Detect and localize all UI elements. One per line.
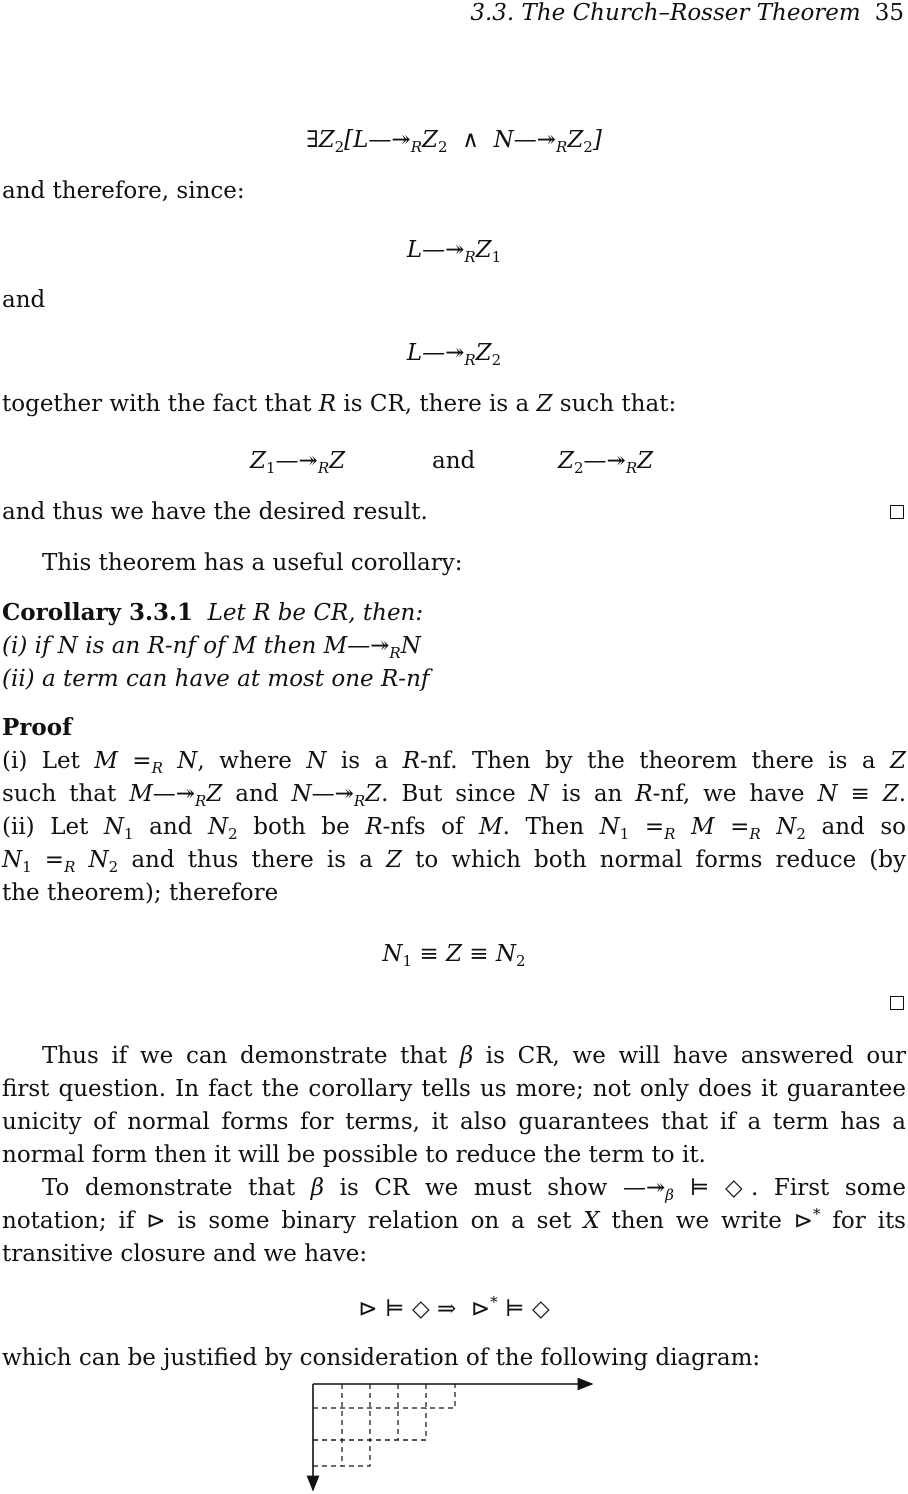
proof-line-2: such that $M—↠_RZ$ and $N—↠_RZ$. But since N is an R-nf, we have N ≡ Z. (2, 781, 906, 810)
running-header (470, 0, 904, 26)
proof-line-1: (i) Let $M =_R$ N, where N is a R-nf. Then by the theorem there is a Z (2, 748, 906, 777)
closure-grid-diagram (300, 1378, 600, 1494)
proof-line-3: (ii) Let $N_1$ and $N_2$ both be R-nfs of M. Then $N_1 =_R$ $M =_R$ $N_2$ and so (2, 814, 906, 843)
para2-line-3: transitive closure and we have: (2, 1241, 368, 1267)
corollary-item-2: (ii) a term can have at most one R-nf (2, 666, 430, 692)
text-therefore-since: and therefore, since: (2, 178, 245, 204)
proof-line-4: $N_1 =_R$ $N_2$ and thus there is a Z to which both normal forms reduce (by (2, 847, 907, 876)
proof-line-5: the theorem); therefore (2, 880, 279, 906)
para1-line-1: Thus if we can demonstrate that β is CR, we will have answered our (42, 1043, 906, 1069)
proof-label: Proof (2, 714, 72, 741)
para3-diagram-intro: which can be justified by consideration of the following diagram: (2, 1345, 761, 1371)
qed-square-1 (890, 505, 904, 519)
corollary-label: Corollary 3.3.1 (2, 599, 193, 626)
text-useful-corollary: This theorem has a useful corollary: (42, 550, 463, 576)
diagram-dashed-grid (313, 1384, 455, 1466)
corollary-item-1: (i) if N is an R-nf of M then $M—↠_RN$ (2, 633, 421, 662)
equation-l-z2: $L—↠_RZ_2$ (406, 340, 502, 369)
para1-line-4: normal form then it will be possible to reduce the term to it. (2, 1142, 706, 1168)
equation-n1-z-n2: $N_1 \equiv Z \equiv N_2$ (382, 941, 526, 970)
page-number: 35 (874, 0, 904, 26)
para1-line-2: first question. In fact the corollary tells us more; not only does it guarantee (2, 1076, 906, 1102)
text-and: and (2, 287, 46, 313)
equation-l-z1: $L—↠_RZ_1$ (406, 237, 502, 266)
corollary-heading: Corollary 3.3.1 Let R be CR, then: (2, 599, 424, 626)
header-title: 3.3. The Church–Rosser Theorem (470, 0, 861, 26)
text-together-cr: together with the fact that R is CR, there is a Z such that: (2, 391, 677, 417)
qed-square-2 (890, 996, 904, 1010)
equation-closure: ⊳ ⊨ ◇ ⇒ ⊳* ⊨ ◇ (358, 1293, 550, 1322)
para1-line-3: unicity of normal forms for terms, it also guarantees that if a term has a (2, 1109, 906, 1135)
word-and: and (432, 448, 476, 474)
equation-exists-z2: $\exists Z_2[L—↠_RZ_2$ ∧ $N—↠_RZ_2$] (306, 127, 602, 156)
text-desired-result: and thus we have the desired result. (2, 499, 428, 525)
book-page: 3.3. The Church–Rosser Theorem 35 $\exists Z_2[L—↠_RZ_2$ ∧ $N—↠_RZ_2$] and therefore, since: $L—↠_RZ_1$ and $L—↠_RZ_2$ together with the fact that R is CR, there is a Z such that: $Z_1—↠_RZ$ and $Z_2—↠_RZ$ and thus we have the desired result. This theorem has a useful corollary: Corollary 3.3.1 Let R be CR, then: (i) if N is an R-nf of M then $M—↠_RN$ (ii) a term can have at most one R-nf Proof (i) Let $M =_R$ N, where N is a R-nf. Then by the theorem there is a Z such that $M—↠_RZ$ and $N—↠_RZ$. But since N is an R-nf, we have N ≡ Z. (ii) Let $N_1$ and $N_2$ both be R-nfs of M. Then $N_1 =_R$ $M =_R$ $N_2$ and so $N_1 =_R$ $N_2$ and thus there is a Z to which both normal forms reduce (by the theorem); therefore $N_1 \equiv Z \equiv N_2$ Thus if we can demonstrate that β is CR, we will have answered our first question. In fact the corollary tells us more; not only does it guarantee unicity of normal forms for terms, it also guarantees that if a term has a normal form then it will be possible to reduce the term to it. To demonstrate that β is CR we must show $—↠_\beta$ ⊨ ◇. First some notation; if ⊳ is some binary relation on a set X then we write ⊳* for its transitive closure and we have: ⊳ ⊨ ◇ ⇒ ⊳* ⊨ ◇ which can be justified by consideration of the following diagram: (0, 0, 908, 1494)
para2-line-2: notation; if ⊳ is some binary relation on a set X then we write ⊳* for its (2, 1205, 906, 1234)
para2-line-1: To demonstrate that β is CR we must show $—↠_\beta$ ⊨ ◇. First some (42, 1175, 906, 1204)
